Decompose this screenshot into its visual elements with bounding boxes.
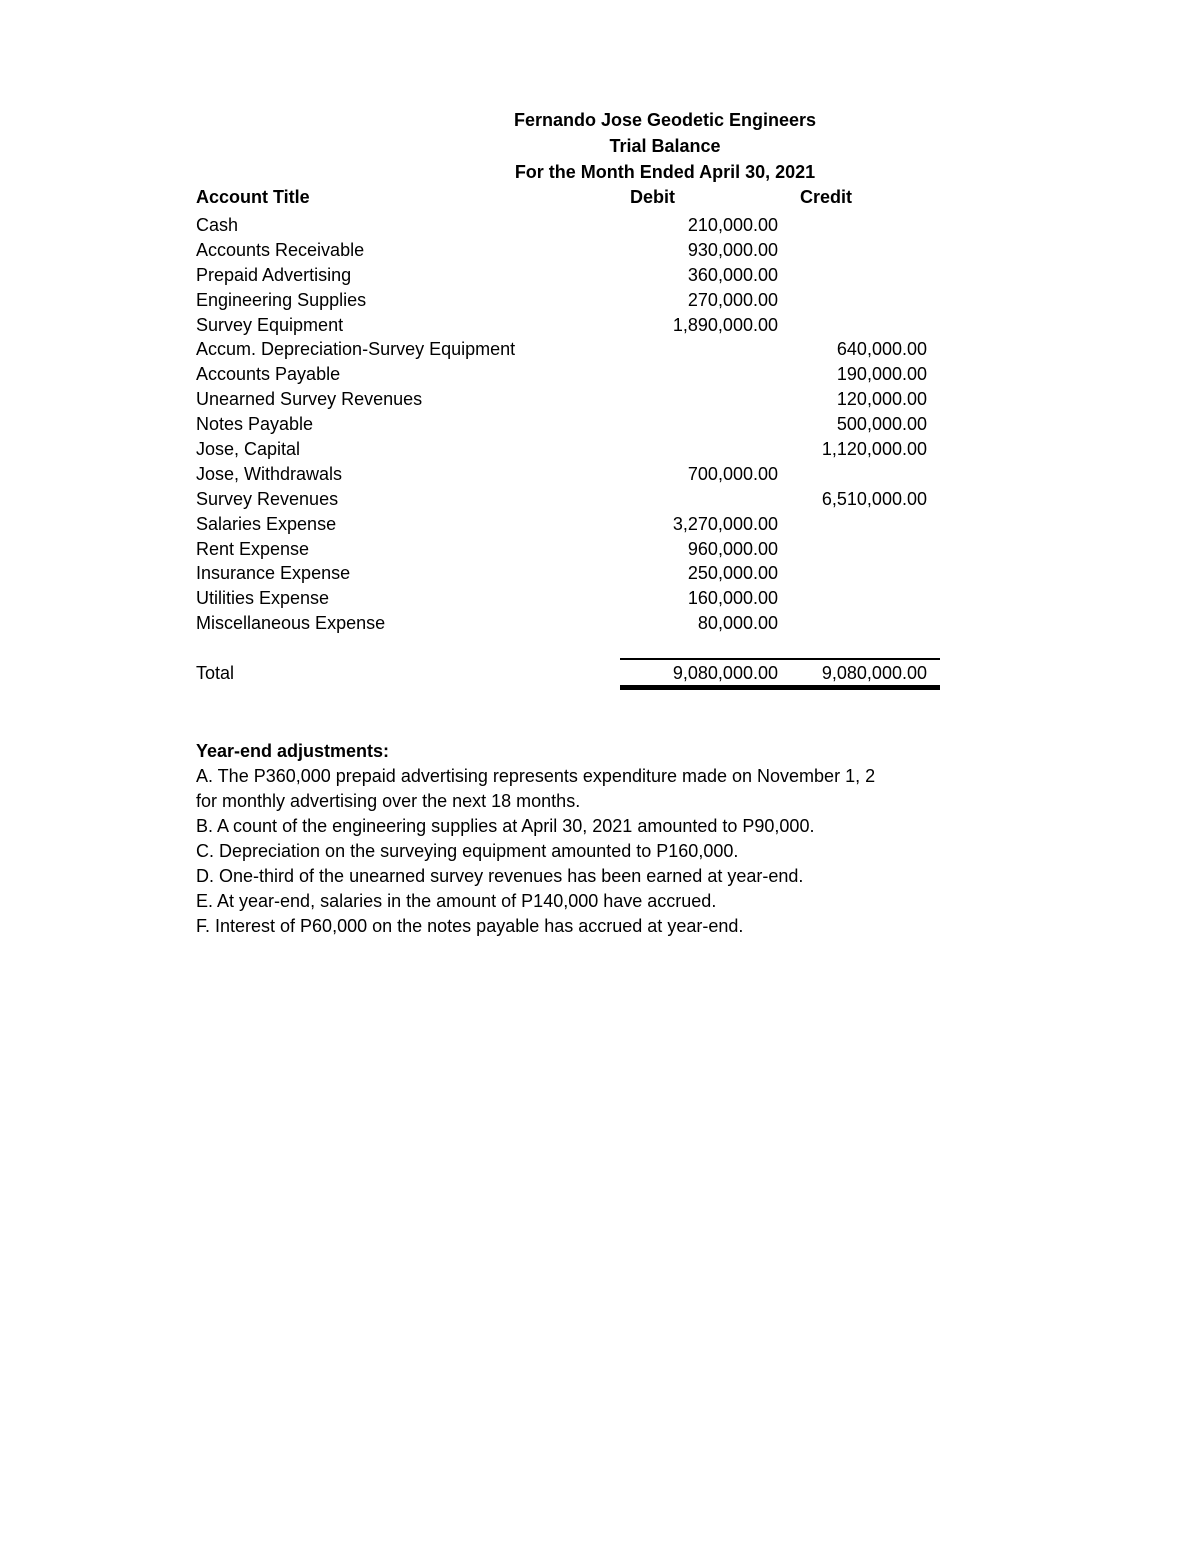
table-row [196,586,941,611]
adjustments-list [196,764,941,939]
account-title: Salaries Expense [196,513,337,534]
total-credit: 9,080,000.00 [821,663,927,683]
adjustment-line: F. Interest of P60,000 on the notes payable has accrued at year-end. [196,916,744,936]
report-title: Trial Balance [609,136,721,156]
credit-amount: 640,000.00 [836,339,927,360]
account-title: Accounts Payable [196,364,341,385]
debit-amount: 210,000.00 [687,215,778,235]
table-row [196,561,941,586]
account-title: Survey Revenues [196,488,339,509]
debit-amount: 360,000.00 [687,264,778,285]
debit-amount: 250,000.00 [687,563,778,584]
debit-amount: 960,000.00 [687,538,778,559]
table-row [196,213,941,238]
adjustment-line: C. Depreciation on the surveying equipment amounted to P160,000. [196,841,739,861]
credit-amount: 6,510,000.00 [821,488,927,509]
adjustment-line: D. One-third of the unearned survey revenues has been earned at year-end. [196,866,804,886]
debit-amount: 3,270,000.00 [672,513,778,534]
account-title-header: Account Title [196,187,310,207]
credit-amount: 120,000.00 [836,389,927,410]
account-title: Engineering Supplies [196,289,367,310]
debit-amount: 930,000.00 [687,239,778,260]
table-row [196,412,941,437]
debit-amount: 160,000.00 [687,588,778,609]
trial-balance-rows [196,213,941,636]
account-title: Utilities Expense [196,588,330,609]
table-row [196,313,941,338]
total-label: Total [196,663,235,683]
adjustment-line: B. A count of the engineering supplies at April 30, 2021 amounted to P90,000. [196,816,815,836]
table-row [196,512,941,537]
credit-header: Credit [800,187,853,207]
total-double-underline [620,685,940,690]
table-row [196,487,941,512]
table-row [196,611,941,636]
debit-amount: 1,890,000.00 [672,314,778,335]
account-title: Rent Expense [196,538,310,559]
account-title: Prepaid Advertising [196,264,352,285]
account-title: Unearned Survey Revenues [196,389,423,410]
table-row [196,437,941,462]
debit-header: Debit [630,187,675,207]
account-title: Accounts Receivable [196,239,365,260]
table-row [196,362,941,387]
total-debit: 9,080,000.00 [672,663,778,683]
account-title: Accum. Depreciation-Survey Equipment [196,339,516,360]
adjustment-line: E. At year-end, salaries in the amount of P140,000 have accrued. [196,891,717,911]
table-row [196,263,941,288]
account-title: Miscellaneous Expense [196,613,386,634]
account-title: Notes Payable [196,414,314,435]
credit-amount: 1,120,000.00 [821,439,927,460]
table-row [196,387,941,412]
report-period: For the Month Ended April 30, 2021 [514,162,816,182]
adjustments-title: Year-end adjustments: [196,741,390,761]
table-row [196,462,941,487]
debit-amount: 700,000.00 [687,463,778,484]
account-title: Jose, Withdrawals [196,463,343,484]
table-row [196,288,941,313]
table-row [196,337,941,362]
debit-amount: 80,000.00 [697,613,778,634]
table-row [196,537,941,562]
account-title: Insurance Expense [196,563,351,584]
credit-amount: 190,000.00 [836,364,927,385]
account-title: Jose, Capital [196,439,301,460]
total-row [196,660,941,686]
account-title: Cash [196,215,239,235]
adjustment-line: A. The P360,000 prepaid advertising represents expenditure made on November 1, 2 [196,766,876,786]
debit-amount: 270,000.00 [687,289,778,310]
adjustment-line: for monthly advertising over the next 18 months. [196,791,581,811]
company-name: Fernando Jose Geodetic Engineers [513,110,817,130]
account-title: Survey Equipment [196,314,344,335]
credit-amount: 500,000.00 [836,414,927,435]
table-row [196,238,941,263]
